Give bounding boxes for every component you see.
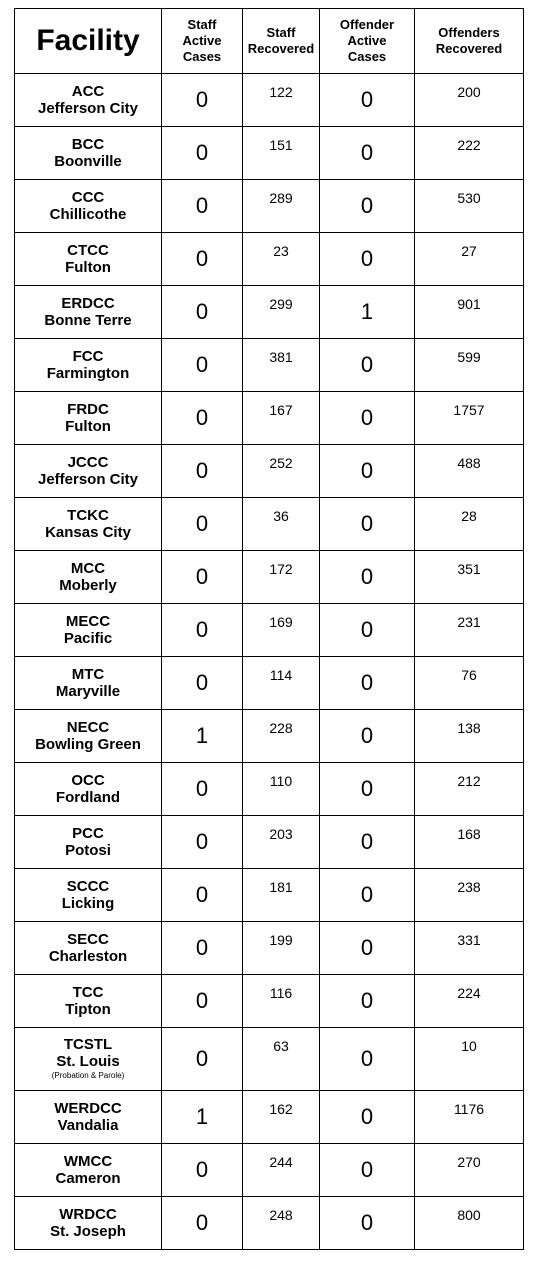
facility-city: Kansas City (45, 524, 131, 541)
offender-active-cell: 0 (320, 1028, 415, 1091)
staff-active-cell: 0 (162, 74, 243, 127)
facility-code: OCC (71, 772, 105, 789)
facility-code: ACC (71, 83, 105, 100)
staff-recovered-cell: 63 (243, 1028, 320, 1091)
offender-active-cell: 0 (320, 1091, 415, 1144)
facility-code: BCC (71, 136, 105, 153)
staff-active-cell: 0 (162, 604, 243, 657)
staff-recovered-cell: 122 (243, 74, 320, 127)
table-row (15, 127, 524, 180)
staff-active-cell: 0 (162, 498, 243, 551)
facility-cell (15, 816, 162, 869)
staff-recovered-header (243, 9, 320, 74)
facility-city: Potosi (65, 842, 111, 859)
staff-active-cell: 0 (162, 339, 243, 392)
offender-active-cell: 0 (320, 816, 415, 869)
staff-active-cell: 0 (162, 127, 243, 180)
staff-active-cell: 0 (162, 286, 243, 339)
facility-cases-table (14, 8, 524, 1250)
table-row (15, 339, 524, 392)
header-line: Recovered (435, 41, 503, 56)
staff-active-cell: 0 (162, 445, 243, 498)
facility-city: Boonville (54, 153, 122, 170)
table-row (15, 1144, 524, 1197)
table-row (15, 1091, 524, 1144)
staff-recovered-cell: 36 (243, 498, 320, 551)
table-row (15, 1197, 524, 1250)
header-line: Active (347, 33, 387, 48)
facility-city: Vandalia (57, 1117, 119, 1134)
table-row (15, 657, 524, 710)
facility-cell (15, 1144, 162, 1197)
table-header (15, 9, 524, 74)
facility-code: WMCC (63, 1153, 113, 1170)
table-row (15, 922, 524, 975)
offender-active-cell: 0 (320, 339, 415, 392)
facility-city: Jefferson City (37, 471, 139, 488)
offender-active-cell: 0 (320, 392, 415, 445)
staff-active-cell: 0 (162, 551, 243, 604)
table-row (15, 445, 524, 498)
table-body (15, 74, 524, 1250)
offenders-recovered-cell: 488 (415, 445, 524, 498)
staff-active-header (162, 9, 243, 74)
facility-code: CTCC (67, 242, 109, 259)
offenders-recovered-cell: 10 (415, 1028, 524, 1091)
table-row (15, 74, 524, 127)
staff-recovered-cell: 151 (243, 127, 320, 180)
facility-city: Tipton (65, 1001, 111, 1018)
offender-active-cell: 0 (320, 551, 415, 604)
header-row (15, 9, 524, 74)
offender-active-cell: 0 (320, 498, 415, 551)
offenders-recovered-cell: 27 (415, 233, 524, 286)
offender-active-header (320, 9, 415, 74)
staff-recovered-cell: 116 (243, 975, 320, 1028)
offender-active-cell: 0 (320, 127, 415, 180)
staff-active-cell: 0 (162, 233, 243, 286)
offenders-recovered-header (415, 9, 524, 74)
staff-active-cell: 0 (162, 1197, 243, 1250)
offenders-recovered-cell: 76 (415, 657, 524, 710)
offenders-recovered-cell: 200 (415, 74, 524, 127)
header-line: Offender (339, 17, 395, 32)
staff-active-cell: 0 (162, 975, 243, 1028)
facility-city: Farmington (46, 365, 130, 382)
header-line: Staff (187, 17, 217, 32)
facility-city: Fordland (55, 789, 121, 806)
offenders-recovered-cell: 224 (415, 975, 524, 1028)
facility-code: ERDCC (61, 295, 115, 312)
facility-cell (15, 763, 162, 816)
offenders-recovered-cell: 530 (415, 180, 524, 233)
facility-code: FRDC (67, 401, 109, 418)
offenders-recovered-cell: 270 (415, 1144, 524, 1197)
facility-city: Fulton (65, 418, 111, 435)
facility-cell (15, 445, 162, 498)
staff-recovered-cell: 299 (243, 286, 320, 339)
staff-recovered-cell: 181 (243, 869, 320, 922)
facility-city: Maryville (55, 683, 121, 700)
facility-city: Bowling Green (35, 736, 141, 753)
offender-active-cell: 1 (320, 286, 415, 339)
staff-active-cell: 0 (162, 1028, 243, 1091)
staff-recovered-cell: 23 (243, 233, 320, 286)
facility-cell (15, 498, 162, 551)
staff-recovered-cell: 167 (243, 392, 320, 445)
facility-city: St. Joseph (50, 1223, 126, 1240)
staff-recovered-cell: 248 (243, 1197, 320, 1250)
offenders-recovered-cell: 28 (415, 498, 524, 551)
facility-city: Cameron (55, 1170, 121, 1187)
offender-active-cell: 0 (320, 710, 415, 763)
offender-active-cell: 0 (320, 763, 415, 816)
offenders-recovered-cell: 1176 (415, 1091, 524, 1144)
staff-active-cell: 0 (162, 657, 243, 710)
offenders-recovered-cell: 238 (415, 869, 524, 922)
facility-city: Licking (61, 895, 115, 912)
facility-cell (15, 551, 162, 604)
facility-cell (15, 657, 162, 710)
facility-code: JCCC (67, 454, 109, 471)
offenders-recovered-cell: 1757 (415, 392, 524, 445)
offenders-recovered-cell: 222 (415, 127, 524, 180)
table-row (15, 604, 524, 657)
header-line: Recovered (247, 41, 315, 56)
table-row (15, 710, 524, 763)
offender-active-cell: 0 (320, 922, 415, 975)
facility-cell (15, 975, 162, 1028)
offenders-recovered-cell: 138 (415, 710, 524, 763)
header-line: Offenders (438, 25, 500, 40)
facility-code: MECC (65, 613, 111, 630)
header-line: Cases (182, 49, 222, 64)
facility-code: TCC (72, 984, 104, 1001)
staff-recovered-cell: 228 (243, 710, 320, 763)
facility-note: (Probation & Parole) (51, 1071, 125, 1080)
facility-cell (15, 233, 162, 286)
facility-city: Charleston (48, 948, 128, 965)
facility-code: NECC (66, 719, 110, 736)
staff-recovered-cell: 252 (243, 445, 320, 498)
table-row (15, 975, 524, 1028)
facility-cell (15, 127, 162, 180)
offenders-recovered-cell: 331 (415, 922, 524, 975)
staff-recovered-cell: 172 (243, 551, 320, 604)
facility-code: SCCC (66, 878, 110, 895)
offender-active-cell: 0 (320, 604, 415, 657)
facility-cell (15, 74, 162, 127)
table-row (15, 816, 524, 869)
offender-active-cell: 0 (320, 445, 415, 498)
staff-recovered-cell: 203 (243, 816, 320, 869)
staff-active-cell: 0 (162, 869, 243, 922)
facility-code: FCC (72, 348, 104, 365)
table-row (15, 551, 524, 604)
offenders-recovered-cell: 231 (415, 604, 524, 657)
facility-city: Bonne Terre (44, 312, 132, 329)
facility-city: Chillicothe (49, 206, 127, 223)
offender-active-cell: 0 (320, 1144, 415, 1197)
facility-cell (15, 1091, 162, 1144)
offenders-recovered-cell: 212 (415, 763, 524, 816)
staff-active-cell: 1 (162, 710, 243, 763)
header-line: Cases (347, 49, 387, 64)
facility-cell (15, 392, 162, 445)
staff-active-cell: 0 (162, 816, 243, 869)
facility-cell (15, 710, 162, 763)
offenders-recovered-cell: 800 (415, 1197, 524, 1250)
facility-city: Pacific (63, 630, 113, 647)
header-line: Active (182, 33, 222, 48)
facility-code: WERDCC (54, 1100, 122, 1117)
facility-cell (15, 869, 162, 922)
table-row (15, 180, 524, 233)
facility-code: TCSTL (63, 1036, 113, 1053)
facility-city: Jefferson City (37, 100, 139, 117)
facility-code: WRDCC (59, 1206, 117, 1223)
offenders-recovered-cell: 351 (415, 551, 524, 604)
facility-cell (15, 1028, 162, 1091)
facility-cell (15, 180, 162, 233)
offender-active-cell: 0 (320, 657, 415, 710)
facility-city: Moberly (59, 577, 117, 594)
table-row (15, 1028, 524, 1091)
table-row (15, 392, 524, 445)
facility-code: MCC (70, 560, 106, 577)
offender-active-cell: 0 (320, 233, 415, 286)
staff-recovered-cell: 162 (243, 1091, 320, 1144)
staff-active-cell: 0 (162, 763, 243, 816)
header-line: Staff (266, 25, 296, 40)
facility-code: MTC (71, 666, 105, 683)
table-row (15, 869, 524, 922)
staff-active-cell: 0 (162, 1144, 243, 1197)
staff-recovered-cell: 114 (243, 657, 320, 710)
table-row (15, 763, 524, 816)
staff-recovered-cell: 199 (243, 922, 320, 975)
offender-active-cell: 0 (320, 975, 415, 1028)
staff-recovered-cell: 110 (243, 763, 320, 816)
table-row (15, 286, 524, 339)
facility-cell (15, 1197, 162, 1250)
staff-active-cell: 0 (162, 180, 243, 233)
facility-code: TCKC (67, 507, 109, 524)
offender-active-cell: 0 (320, 74, 415, 127)
offenders-recovered-cell: 599 (415, 339, 524, 392)
facility-code: SECC (67, 931, 109, 948)
staff-active-cell: 0 (162, 392, 243, 445)
facility-cell (15, 922, 162, 975)
facility-cell (15, 604, 162, 657)
staff-active-cell: 0 (162, 922, 243, 975)
offender-active-cell: 0 (320, 180, 415, 233)
offender-active-cell: 0 (320, 869, 415, 922)
staff-recovered-cell: 244 (243, 1144, 320, 1197)
table-row (15, 498, 524, 551)
facility-header: Facility (15, 9, 162, 74)
offenders-recovered-cell: 901 (415, 286, 524, 339)
facility-code: PCC (72, 825, 104, 842)
facility-city: St. Louis (56, 1053, 120, 1070)
offender-active-cell: 0 (320, 1197, 415, 1250)
facility-city: Fulton (65, 259, 111, 276)
table-row (15, 233, 524, 286)
facility-cell (15, 286, 162, 339)
staff-recovered-cell: 381 (243, 339, 320, 392)
offenders-recovered-cell: 168 (415, 816, 524, 869)
facility-cell (15, 339, 162, 392)
staff-recovered-cell: 289 (243, 180, 320, 233)
staff-active-cell: 1 (162, 1091, 243, 1144)
facility-code: CCC (71, 189, 105, 206)
staff-recovered-cell: 169 (243, 604, 320, 657)
